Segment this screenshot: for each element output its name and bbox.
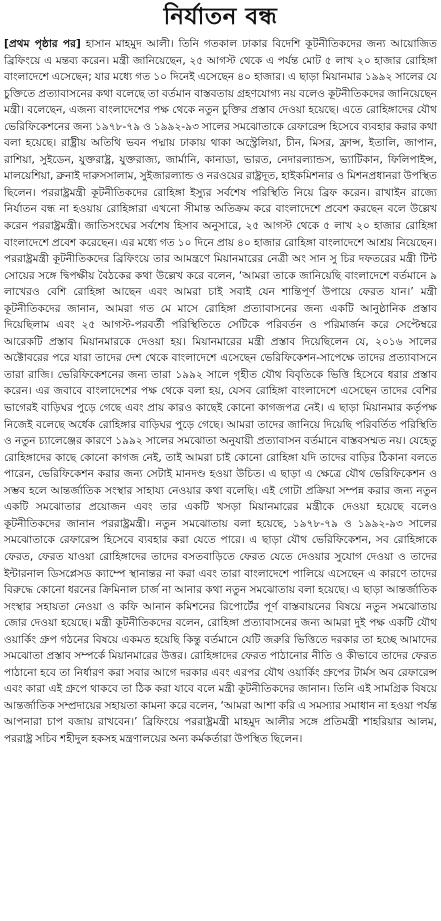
- article-body: [4, 36, 437, 748]
- article-body-text: হাসান মাহমুদ আলী। তিনি গতকাল ঢাকার বিদেশি কূটনীতিকদের জন্য আয়োজিত ব্রিফিংয়ে এ মন্তব্য করেন। মন্ত্রী জানিয়েছেন, ২৫ আগস্ট থেকে এ পর্যন্ত মোট ৫ লাখ ২০ হাজার রোহিঙ্গা বাংলাদেশে এসেছেন; যার মধ্যে গত ১০ দিনেই এসেছেন ৪০ হাজার। এ ছাড়া মিয়ানমার ১৯৯২ সালের যে চুক্তিতে প্রত্যাবাসনের কথা বলেছে তা বর্তমান বাস্তবতায় গ্রহণযোগ্য নয় বলেও কূটনীতিকদের জানিয়েছেন মন্ত্রী। বলেছেন, এজন্য বাংলাদেশের পক্ষ থেকে নতুন চুক্তির প্রস্তাব দেওয়া হয়েছে। এতে রোহিঙ্গাদের যৌথ ভেরিফিকেশনের জন্য ১৯৭৮-৭৯ ও ১৯৯২-৯৩ সালের সমঝোতাকে রেফারেন্স হিসেবে ব্যবহার করার কথা বলা হয়েছে। রাষ্ট্রীয় অতিথি ভবন পদ্মায় ঢাকায় থাকা অস্ট্রেলিয়া, চীন, মিসর, ফ্রান্স, ইতালি, জাপান, রাশিয়া, সুইডেন, যুক্তরাষ্ট্র, যুক্তরাজ্য, জার্মানি, কানাডা, ভারত, নেদারল্যান্ডস, ভ্যাটিকান, ফিলিপাইন্স, মালয়েশিয়া, ব্রুনাই দারুসসালাম, সুইজারল্যান্ড ও নরওয়ের রাষ্ট্রদূত, হাইকমিশনার ও মিশনপ্রধানরা উপস্থিত ছিলেন। পররাষ্ট্রমন্ত্রী কূটনীতিকদের রোহিঙ্গা ইস্যুর সর্বশেষ পরিস্থিতি নিয়ে ব্রিফ করেন। রাখাইন রাজ্যে নির্যাতন বন্ধ না হওয়ায় রোহিঙ্গারা এখনো সীমান্ত অতিক্রম করে বাংলাদেশে প্রবেশ করছেন বলে উল্লেখ করেন পররাষ্ট্রমন্ত্রী। জাতিসংঘের সর্বশেষ হিসাব অনুসারে, ২৫ আগস্ট থেকে ৫ লাখ ২০ হাজার রোহিঙ্গা বাংলাদেশে প্রবেশ করেছেন। এর মধ্যে গত ১০ দিনে প্রায় ৪০ হাজার রোহিঙ্গা বাংলাদেশে আশ্রয় নিয়েছেন। পররাষ্ট্রমন্ত্রী কূটনীতিকদের ব্রিফিংয়ে তার আমন্ত্রণে মিয়ানমারের নেত্রী অং সান সু চির দফতরের মন্ত্রী টিন্ট সোয়ের সঙ্গে দ্বিপক্ষীয় বৈঠকের কথা উল্লেখ করে বলেন, ‘আমরা তাকে জানিয়েছি বাংলাদেশে বর্তমানে ৯ লাখেরও বেশি রোহিঙ্গা আছেন এবং আমরা চাই সবাই যেন শান্তিপূর্ণ উপায়ে ফেরত যান।’ মন্ত্রী কূটনীতিকদের জানান, আমরা গত মে মাসে রোহিঙ্গা প্রত্যাবাসনের জন্য একটি আনুষ্ঠানিক প্রস্তাব দিয়েছিলাম এবং ২৫ আগস্ট-পরবর্তী পরিস্থিতিতে সেটিকে পরিবর্তন ও পরিমার্জন করে সেপ্টেম্বরে আরেকটি প্রস্তাব মিয়ানমারকে দেওয়া হয়। মিয়ানমারের মন্ত্রী প্রস্তাব দিয়েছিলেন যে, ২০১৬ সালের অক্টোবরের পরে যারা তাদের দেশ থেকে বাংলাদেশে এসেছেন ভেরিফিকেশন-সাপেক্ষে তাদের প্রত্যাবাসনে তারা রাজি। ভেরিফিকেশনের জন্য তারা ১৯৯২ সালে গৃহীত যৌথ বিবৃতিকে ভিত্তি হিসেবে ধরার প্রস্তাব করেন। এর জবাবে বাংলাদেশের পক্ষ থেকে বলা হয়, যেসব রোহিঙ্গা বাংলাদেশে এসেছেন তাদের বেশির ভাগেরই বাড়িঘর পুড়ে গেছে এবং প্রায় কারও কাছেই কোনো কাগজপত্র নেই। এ ছাড়া মিয়ানমার কর্তৃপক্ষ নিজেই বলেছে অর্ধেক রোহিঙ্গার বাড়িঘর পুড়ে গেছে। আমরা তাদের জানিয়ে দিয়েছি পরিবর্তিত পরিস্থিতি ও নতুন চ্যালেঞ্জের কারণে ১৯৯২ সালের সমঝোতা অনুযায়ী প্রত্যাবাসন বর্তমানে বাস্তবসম্মত নয়। যেহেতু রোহিঙ্গাদের কাছে কোনো কাগজ নেই, তাই আমরা চাই কোনো রোহিঙ্গা যদি তাদের বাড়ির ঠিকানা বলতে পারেন, ভেরিফিকেশন করার জন্য সেটাই মানদণ্ড হওয়া উচিত। এ ছাড়া এ ক্ষেত্রে যৌথ ভেরিফিকেশন ও সম্ভব হলে আন্তর্জাতিক সংস্থার সাহায্য নেওয়ার কথা বলেছি। এই গোটা প্রক্রিয়া সম্পন্ন করার জন্য নতুন একটি সমঝোতার প্রয়োজন এবং তার একটি খসড়া মিয়ানমারের মন্ত্রীকে দেওয়া হয়েছে বলেও কূটনীতিকদের জানান পররাষ্ট্রমন্ত্রী। নতুন সমঝোতায় বলা হয়েছে, ১৯৭৮-৭৯ ও ১৯৯২-৯৩ সালের সমঝোতাকে রেফারেন্স হিসেবে ব্যবহার করা যেতে পারে। এ ছাড়া যৌথ ভেরিফিকেশন, সব রোহিঙ্গাকে ফেরত, ফেরত যাওয়া রোহিঙ্গাদের তাদের বসতবাড়িতে ফেরত যেতে দেওয়ার সুযোগ দেওয়া ও তাদের ইন্টারনাল ডিসপ্লেসড ক্যাম্পে স্থানান্তর না করা এবং তারা বাংলাদেশে পালিয়ে এসেছেন এ কারণে তাদের বিরুদ্ধে কোনো ধরনের ক্রিমিনাল চার্জ না আনার কথা নতুন সমঝোতায় বলা হয়েছে। এ ছাড়া আন্তর্জাতিক সংস্থার সহায়তা নেওয়া ও কফি আনান কমিশনের রিপোর্টের পূর্ণ বাস্তবায়নের বিষয়ে নতুন সমঝোতায় জোর দেওয়া হয়েছে। মন্ত্রী কূটনীতিকদের বলেন, রোহিঙ্গা প্রত্যাবাসনের জন্য আমরা দুই পক্ষ একটি যৌথ ওয়ার্কিং গ্রুপ গঠনের বিষয়ে একমত হয়েছি কিন্তু বর্তমানে যেটি জরুরি ভিত্তিতে দরকার তা হচ্ছে আমাদের সমঝোতা প্রস্তাব সম্পর্কে মিয়ানমারের উত্তর। রোহিঙ্গাদের ফেরত পাঠানোর নীতি ও কীভাবে তাদের ফেরত পাঠানো হবে তা নির্ধারণ করা সবার আগে দরকার এবং এরপর যৌথ ওয়ার্কিং গ্রুপের টার্মস অব রেফারেন্স এবং কারা এই গ্রুপে থাকবে তা ঠিক করা যাবে বলে মন্ত্রী কূটনীতিকদের জানান। তিনি এই সামগ্রিক বিষয়ে আন্তর্জাতিক সম্প্রদায়ের সহায়তা কামনা করে বলেন, ‘আমরা আশা করি এ সমস্যার সমাধান না হওয়া পর্যন্ত আপনারা চাপ বজায় রাখবেন।’ ব্রিফিংয়ে পররাষ্ট্রমন্ত্রী মাহমুদ আলীর সঙ্গে প্রতিমন্ত্রী শাহরিয়ার আলম, পররাষ্ট্র সচিব শহীদুল হকসহ মন্ত্রণালয়ের অন্য কর্মকর্তারা উপস্থিত ছিলেন।: [4, 38, 437, 745]
- page-jump-label: [প্রথম পৃষ্ঠার পর]: [4, 38, 81, 50]
- article-headline: নির্যাতন বন্ধ: [163, 4, 278, 30]
